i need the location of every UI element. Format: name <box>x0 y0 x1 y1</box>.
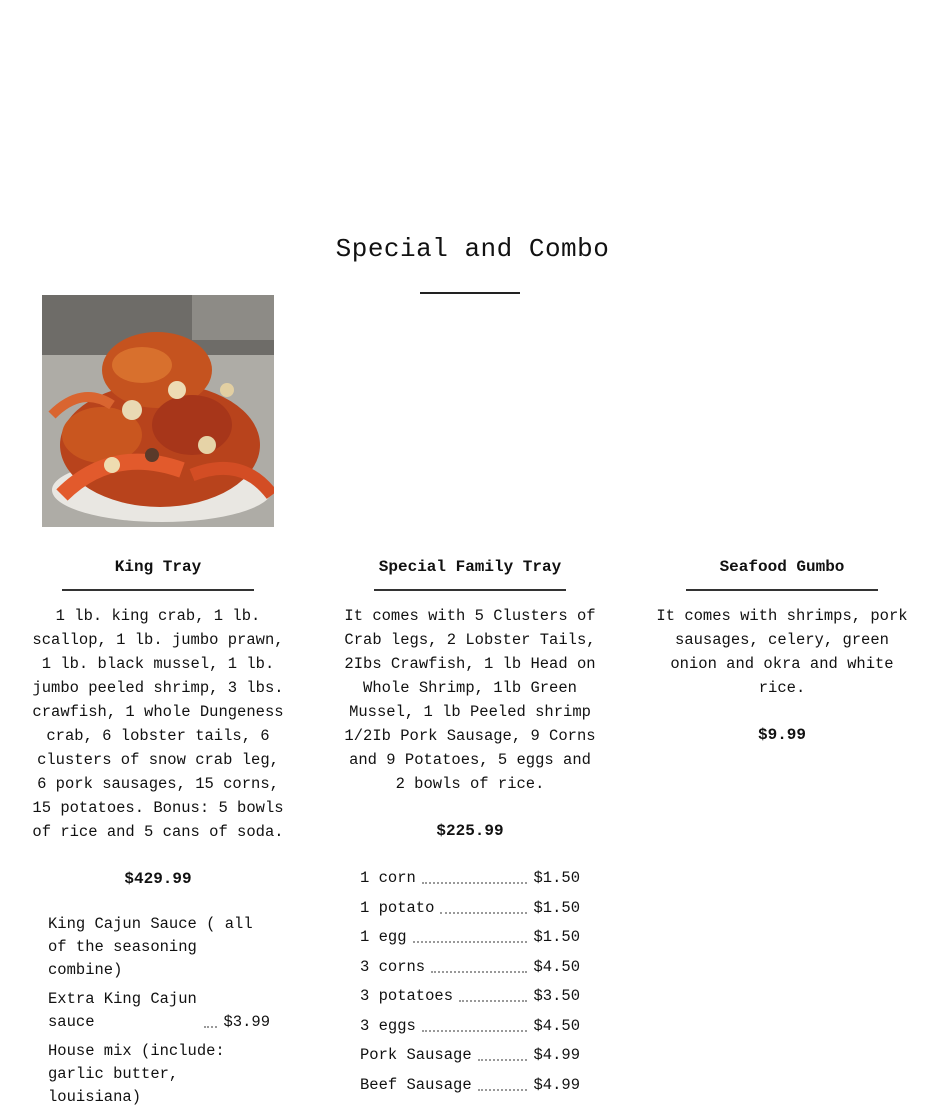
addon-price: $3.99 <box>223 1013 270 1031</box>
addon-row <box>360 985 580 1008</box>
addon-name: 1 potato <box>360 898 435 917</box>
item-description: It comes with 5 Clusters of Crab legs, 2 Lobster Tails, 2Ibs Crawfish, 1 lb Head on Whole Shrimp, 1lb Green Mussel, 1 lb Peeled shrimp 1/2Ib Pork Sausage, 9 Corns and 9 Potatoes, 5 eggs and 2 bowls of rice. <box>344 607 596 793</box>
addon-row <box>48 988 270 1034</box>
item-price: $9.99 <box>757 726 806 744</box>
addon-name: 1 corn <box>360 869 416 887</box>
addon-price: $4.99 <box>533 1046 580 1064</box>
addon-row <box>360 1044 580 1067</box>
addon-row <box>360 926 580 949</box>
addon-name: 3 potatoes <box>360 987 454 1005</box>
addon-price: $1.50 <box>533 869 580 887</box>
addon-price: $4.99 <box>533 1075 580 1094</box>
menu-item-king-tray <box>28 295 288 1115</box>
leader-dots <box>459 1000 527 1002</box>
menu-item-special-family-tray <box>340 295 600 1103</box>
addon-name: 3 corns <box>360 957 426 976</box>
addon-row <box>48 1040 270 1109</box>
addon-row <box>48 913 270 982</box>
addon-row <box>360 956 580 979</box>
item-description: It comes with shrimps, pork sausages, celery, green onion and okra and white rice. <box>656 607 908 697</box>
item-price: $225.99 <box>436 822 504 840</box>
leader-dots <box>478 1089 528 1091</box>
addon-name: Pork Sausage <box>360 1046 472 1064</box>
item-name: Special Family Tray <box>378 558 562 576</box>
family-tray-addons <box>340 867 600 1097</box>
image-placeholder <box>652 295 912 527</box>
item-divider <box>62 589 254 591</box>
leader-dots <box>440 912 527 914</box>
leader-dots <box>478 1059 528 1061</box>
item-name: Seafood Gumbo <box>719 558 845 576</box>
addon-row <box>360 1015 580 1038</box>
section-title: Special and Combo <box>335 234 610 264</box>
addon-name: Extra King Cajun sauce <box>48 990 197 1031</box>
addon-price: $3.50 <box>533 987 580 1005</box>
item-divider <box>686 589 878 591</box>
king-tray-addons <box>28 913 288 1109</box>
addon-name: Beef Sausage <box>360 1075 472 1094</box>
addon-price: $4.50 <box>533 1016 580 1035</box>
king-tray-photo <box>42 295 274 527</box>
addon-row <box>360 897 580 920</box>
addon-name: 3 eggs <box>360 1016 416 1035</box>
leader-dots <box>431 971 527 973</box>
addon-name: 1 egg <box>360 928 407 946</box>
menu-item-seafood-gumbo <box>652 295 912 745</box>
item-name: King Tray <box>114 558 202 576</box>
image-placeholder <box>340 295 600 527</box>
leader-dots <box>204 1026 217 1028</box>
leader-dots <box>413 941 528 943</box>
addon-name: King Cajun Sauce ( all of the seasoning combine) <box>48 915 253 979</box>
addon-row <box>360 1074 580 1097</box>
item-price: $429.99 <box>124 870 192 888</box>
addon-price: $4.50 <box>533 957 580 976</box>
addon-row <box>360 867 580 890</box>
item-divider <box>374 589 566 591</box>
leader-dots <box>422 1030 528 1032</box>
addon-name: House mix (include: garlic butter, louisiana) <box>48 1042 225 1106</box>
title-divider <box>420 292 520 294</box>
item-description: 1 lb. king crab, 1 lb. scallop, 1 lb. jumbo prawn, 1 lb. black mussel, 1 lb. jumbo peeled shrimp, 3 lbs. crawfish, 1 whole Dungeness crab, 6 lobster tails, 6 clusters of snow crab leg, 6 pork sausages, 15 corns, 15 potatoes. Bonus: 5 bowls of rice and 5 cans of soda. <box>32 607 284 841</box>
leader-dots <box>422 882 528 884</box>
addon-price: $1.50 <box>533 898 580 917</box>
addon-price: $1.50 <box>533 928 580 946</box>
